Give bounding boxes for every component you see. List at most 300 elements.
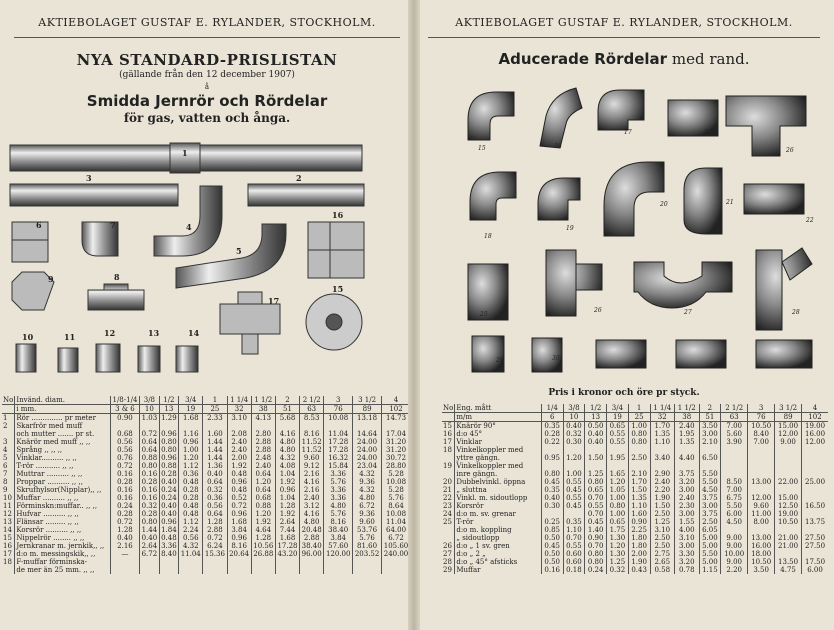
union-2 (676, 340, 726, 368)
price-cell: 3.75 (675, 470, 700, 478)
price-cell (748, 486, 775, 494)
price-cell: 0.48 (227, 486, 251, 494)
price-cell: 13.00 (748, 534, 775, 542)
size-inch-header: 2 (275, 396, 299, 405)
price-cell (775, 454, 802, 462)
size-inch-header: 3 1/2 (353, 396, 382, 405)
price-cell (179, 566, 203, 574)
price-cell: 2.50 (628, 454, 650, 462)
y-branch (634, 262, 732, 308)
price-cell: 13.75 (802, 518, 828, 526)
price-cell (227, 566, 251, 574)
table-row (442, 534, 828, 542)
price-cell: 1.92 (275, 510, 299, 518)
svg-text:5: 5 (236, 246, 242, 256)
price-cell: 1.35 (675, 438, 700, 446)
row-number (442, 454, 455, 462)
price-cell (607, 462, 629, 470)
table-row (2, 446, 410, 454)
price-cell: 2.48 (251, 454, 275, 462)
price-cell: 0.35 (563, 518, 585, 526)
size-inch-header: 3/8 (140, 396, 160, 405)
price-cell (721, 526, 748, 534)
price-list-title: NYA STANDARD-PRISLISTAN (76, 51, 338, 69)
size-mm-header: 51 (275, 405, 299, 414)
price-cell: 1.10 (563, 526, 585, 534)
price-cell: 0.48 (179, 478, 203, 486)
price-cell (585, 446, 607, 454)
price-cell: 1.00 (179, 446, 203, 454)
svg-text:16: 16 (554, 143, 562, 150)
price-cell: 5.00 (699, 542, 721, 550)
price-cell (275, 558, 299, 566)
price-cell: 0.40 (110, 534, 139, 542)
row-number: 15 (443, 422, 452, 430)
price-cell: 9.60 (353, 518, 382, 526)
price-cell (251, 566, 275, 574)
price-cell: 27.50 (802, 542, 828, 550)
price-cell (802, 550, 828, 558)
price-cell: 12.00 (802, 438, 828, 446)
price-cell (140, 422, 160, 430)
size-mm-header: 25 (628, 413, 650, 422)
row-item-name: d:o „ 45° afsticks (455, 558, 541, 566)
price-cell: 0.80 (161, 446, 177, 454)
table-row (442, 430, 828, 438)
price-cell: 0.16 (110, 486, 139, 494)
price-cell: 0.16 (541, 566, 563, 574)
price-cell (203, 422, 227, 430)
price-cell (382, 566, 410, 574)
price-cell (300, 558, 324, 566)
row-number: 23 (443, 502, 452, 510)
price-cell: 0.80 (585, 478, 607, 486)
price-cell: 1.04 (275, 470, 299, 478)
socket-pipe (10, 184, 178, 206)
svg-text:15: 15 (478, 145, 486, 152)
table-row (442, 454, 828, 462)
col-name-header: Invänd. diam. (15, 396, 110, 405)
price-cell: 2.24 (179, 526, 203, 534)
price-cell: 7.00 (748, 438, 775, 446)
price-cell (110, 422, 139, 430)
price-cell (748, 526, 775, 534)
row-item-name: Språng ,, ,, ,, (15, 446, 110, 454)
union-1 (596, 340, 646, 368)
price-cell (802, 486, 828, 494)
svg-text:16: 16 (332, 210, 344, 220)
row-item-name: och mutter ....... pr st. (15, 430, 110, 438)
price-cell: 0.78 (675, 566, 700, 574)
elbow-45 (540, 88, 582, 148)
row-number: 15 (3, 534, 12, 542)
row-item-name: d:o 45° (455, 430, 541, 438)
price-cell: 2.90 (650, 470, 675, 478)
price-cell: 0.70 (585, 510, 607, 518)
price-cell: 0.40 (141, 534, 158, 542)
price-cell: 0.96 (161, 454, 177, 462)
row-item-name: inre gängn. (455, 470, 541, 478)
price-list-subtitle: (gällande från den 12 december 1907) (119, 70, 295, 80)
size-mm-header: 38 (675, 413, 700, 422)
price-cell: 9.00 (721, 534, 748, 542)
price-cell: 0.28 (541, 430, 563, 438)
price-cell: 5.76 (324, 478, 353, 486)
price-cell: 6.75 (721, 494, 748, 502)
price-cell: 3.36 (161, 542, 177, 550)
price-cell: 1.20 (607, 542, 629, 550)
price-cell: 0.65 (585, 486, 607, 494)
table-row (2, 566, 410, 574)
price-cell: 13.18 (353, 414, 382, 423)
svg-text:19: 19 (566, 225, 574, 232)
price-cell: 2.25 (628, 526, 650, 534)
price-cell: 0.64 (141, 446, 158, 454)
price-cell: 0.45 (541, 542, 563, 550)
price-cell: 13.00 (748, 478, 775, 486)
price-cell: 2.88 (203, 526, 227, 534)
price-cell: 0.40 (203, 470, 227, 478)
price-cell: 10.56 (251, 542, 275, 550)
table-row (442, 542, 828, 550)
price-cell: 5.50 (699, 550, 721, 558)
table-row (442, 446, 828, 454)
price-cell: 0.64 (141, 438, 158, 446)
table-row (442, 478, 828, 486)
row-item-name: Muttrar .......... ,, ,, (15, 470, 110, 478)
price-cell: 1.92 (251, 518, 275, 526)
price-cell: 1.20 (563, 454, 585, 462)
price-cell: 0.56 (203, 502, 227, 510)
cross-fitting (308, 222, 364, 278)
price-cell: 5.28 (382, 470, 410, 478)
price-cell: 0.72 (110, 462, 139, 470)
price-cell: 19.00 (802, 422, 828, 431)
price-cell: 12.00 (775, 430, 802, 438)
price-cell: 15.00 (775, 422, 802, 431)
price-cell: 0.28 (179, 486, 203, 494)
price-cell: 0.65 (607, 422, 629, 431)
left-page (0, 0, 414, 630)
price-cell: 6.72 (353, 502, 382, 510)
row-item-name: d:o m. messingskik,, ,, (15, 550, 110, 558)
price-cell: 1.00 (607, 510, 629, 518)
price-cell: 0.22 (541, 438, 563, 446)
price-cell: 11.52 (300, 438, 324, 446)
price-cell: 10.50 (775, 518, 802, 526)
price-cell: 1.20 (251, 478, 275, 486)
price-cell (721, 446, 748, 454)
svg-text:21: 21 (726, 199, 734, 206)
price-cell: 0.36 (179, 470, 203, 478)
price-cell: 1.70 (650, 422, 675, 431)
price-cell: 0.16 (110, 494, 139, 502)
price-cell: 3.12 (300, 502, 324, 510)
price-cell (353, 422, 382, 430)
svg-text:24: 24 (704, 129, 712, 136)
table-row (2, 470, 410, 478)
size-inch-header: 1/2 (585, 404, 607, 413)
price-cell (324, 566, 353, 574)
price-cell: 1.50 (585, 454, 607, 462)
price-cell (203, 566, 227, 574)
price-cell (353, 566, 382, 574)
price-cell (775, 486, 802, 494)
price-cell: 9.60 (300, 454, 324, 462)
nipple (58, 348, 78, 372)
price-cell: 3.20 (675, 558, 700, 566)
row-number: 8 (3, 478, 8, 486)
row-item-name: Knärör med muff ,, ,, (15, 438, 110, 446)
price-cell: 1.00 (607, 494, 629, 502)
price-cell: 0.72 (110, 518, 139, 526)
svg-text:1: 1 (182, 148, 188, 158)
price-cell: 1.20 (179, 454, 203, 462)
size-inch-header: 1 (203, 396, 227, 405)
price-cell (324, 422, 353, 430)
size-inch-header: 3 1/2 (775, 404, 802, 413)
price-cell: 0.40 (585, 438, 607, 446)
price-cell: 7.00 (721, 422, 748, 431)
price-cell (650, 446, 675, 454)
table-row (442, 438, 828, 446)
price-cell (541, 510, 563, 518)
price-cell: 10.08 (382, 510, 410, 518)
price-cell (275, 422, 299, 430)
price-cell: 0.80 (585, 550, 607, 558)
row-number: 16 (443, 430, 452, 438)
size-mm-header: 10 (140, 405, 160, 414)
price-cell: 3.36 (324, 470, 353, 478)
price-cell: 31.20 (382, 438, 410, 446)
price-cell: 2.10 (699, 438, 721, 446)
row-item-name: Skrufhylsor(Nipplar),, ,, (15, 486, 110, 494)
price-cell: 2.40 (227, 438, 251, 446)
row-item-name: „ sidoutlopp (455, 534, 541, 542)
row-number: 24 (443, 510, 452, 518)
svg-text:17: 17 (268, 296, 280, 306)
price-cell (721, 470, 748, 478)
price-cell: 0.95 (541, 454, 563, 462)
cap (176, 346, 198, 372)
price-cell (607, 446, 629, 454)
right-running-header: AKTIEBOLAGET GUSTAF E. RYLANDER, STOCKHOLM. (455, 16, 793, 29)
price-cell (628, 462, 650, 470)
price-cell: 1.00 (628, 422, 650, 431)
svg-text:25: 25 (480, 311, 488, 318)
table-row (442, 558, 828, 566)
price-cell: 0.96 (227, 510, 251, 518)
price-cell: 240.00 (382, 550, 410, 558)
price-cell: 1.44 (203, 438, 227, 446)
price-cell: 1.68 (227, 518, 251, 526)
price-cell: 2.40 (675, 422, 700, 431)
price-cell: 1.36 (203, 462, 227, 470)
price-cell: 0.68 (110, 430, 139, 438)
price-cell: 5.00 (699, 558, 721, 566)
price-cell: 0.72 (141, 430, 158, 438)
price-cell: 53.76 (353, 526, 382, 534)
price-cell: 1.12 (179, 462, 203, 470)
row-item-name: de mer än 25 mm. ,, ,, (15, 566, 110, 574)
price-cell: 1.16 (179, 430, 203, 438)
price-cell: 3.50 (748, 566, 775, 574)
price-cell (563, 446, 585, 454)
price-cell: 11.04 (179, 550, 203, 558)
price-cell: 1.95 (607, 454, 629, 462)
price-cell: 0.58 (650, 566, 675, 574)
price-cell: 1.29 (161, 414, 177, 422)
a-word: å (204, 83, 210, 91)
svg-text:3: 3 (86, 173, 92, 183)
price-cell: 1.44 (203, 446, 227, 454)
price-cell: 11.52 (300, 446, 324, 454)
price-cell: 0.65 (607, 518, 629, 526)
price-cell: 0.24 (161, 486, 177, 494)
row-number: 20 (443, 478, 452, 486)
price-cell (675, 446, 700, 454)
price-cell (675, 462, 700, 470)
price-cell (802, 454, 828, 462)
price-cell: 5.60 (721, 430, 748, 438)
price-cell (300, 566, 324, 574)
price-cell: 1.80 (628, 534, 650, 542)
table-row (2, 486, 410, 494)
price-cell: 6.05 (699, 526, 721, 534)
price-cell: 0.48 (161, 534, 177, 542)
row-item-name: Förminskn:muffar.. ,, ,, (15, 502, 110, 510)
price-cell: 1.68 (275, 534, 299, 542)
svg-text:12: 12 (104, 328, 116, 338)
price-cell: 17.04 (382, 430, 410, 438)
price-cell: 0.35 (541, 486, 563, 494)
price-cell: 1.00 (563, 470, 585, 478)
double-branch-tee (726, 96, 806, 156)
price-cell: 27.50 (802, 534, 828, 542)
price-cell: 0.90 (110, 414, 139, 423)
price-cell (748, 454, 775, 462)
price-cell: 0.18 (563, 566, 585, 574)
price-cell: 81.60 (353, 542, 382, 550)
price-cell: 0.88 (161, 462, 177, 470)
size-inch-header: 3/4 (179, 396, 203, 405)
price-cell: 21.00 (775, 542, 802, 550)
size-mm-header: 102 (802, 413, 828, 422)
price-cell: 3.84 (324, 534, 353, 542)
price-cell: 0.88 (141, 454, 158, 462)
price-cell: 0.40 (161, 502, 177, 510)
price-cell (721, 462, 748, 470)
price-cell: 0.32 (607, 566, 629, 574)
price-cell: 0.80 (141, 518, 158, 526)
price-cell: 25.00 (802, 478, 828, 486)
coupling-pipe (248, 184, 364, 206)
col-name-header: Eng. mått (455, 404, 541, 413)
price-cell: 8.00 (748, 518, 775, 526)
price-cell: 0.64 (251, 470, 275, 478)
row-item-name: T-rör (455, 518, 541, 526)
price-cell: 28.80 (382, 462, 410, 470)
size-mm-header: 25 (203, 405, 227, 414)
row-number: 29 (443, 566, 452, 574)
pipe-fittings-illustration (0, 0, 414, 390)
price-cell (382, 422, 410, 430)
table-row (2, 422, 410, 430)
row-item-name: „ sluttna (455, 486, 541, 494)
price-cell: 6.24 (203, 542, 227, 550)
size-inch-header: 1/2 (159, 396, 179, 405)
price-cell: 1.10 (628, 502, 650, 510)
price-cell: 1.44 (141, 526, 158, 534)
price-cell: 0.80 (628, 430, 650, 438)
price-cell: 7.44 (275, 526, 299, 534)
price-cell: 96.00 (300, 550, 324, 558)
price-cell: 4.16 (300, 478, 324, 486)
price-cell: 2.20 (721, 566, 748, 574)
price-cell (251, 558, 275, 566)
price-cell: 0.40 (161, 478, 177, 486)
price-cell: 8.53 (300, 414, 324, 423)
price-cell: 0.35 (541, 422, 563, 431)
price-cell: 1.04 (275, 494, 299, 502)
col-mm-header: m/m (455, 413, 541, 422)
price-cell: 0.96 (179, 438, 203, 446)
price-cell: 9.12 (300, 462, 324, 470)
size-mm-header: 51 (699, 413, 721, 422)
price-cell: 0.48 (179, 502, 203, 510)
price-cell: 2.40 (300, 494, 324, 502)
angle-union-outer (470, 172, 516, 220)
col-no-header: No (3, 396, 14, 404)
price-cell: 0.43 (628, 566, 650, 574)
price-cell: 0.40 (161, 510, 177, 518)
table-row (442, 510, 828, 518)
price-cell: 0.48 (179, 510, 203, 518)
row-item-name: yttre gängn. (455, 454, 541, 462)
price-cell (382, 558, 410, 566)
size-mm-header: 63 (300, 405, 324, 414)
price-cell: 0.28 (179, 494, 203, 502)
price-cell (585, 462, 607, 470)
row-number: 13 (3, 518, 12, 526)
price-cell (563, 462, 585, 470)
row-item-name: Vinkelkoppler med (455, 446, 541, 454)
row-item-name: Vinkelkoppler med (455, 462, 541, 470)
row-number: 22 (443, 494, 452, 502)
row-item-name: Rör .............. pr meter (15, 414, 110, 423)
price-cell: 0.24 (585, 566, 607, 574)
col-no-blank (442, 413, 455, 422)
size-inch-header: 1 1/2 (675, 404, 700, 413)
price-cell: 4.16 (275, 430, 299, 438)
price-cell: 1.90 (628, 558, 650, 566)
row-item-name: d:o m. koppling (455, 526, 541, 534)
price-cell: 3.10 (650, 526, 675, 534)
price-cell: 0.80 (141, 462, 158, 470)
table-row (442, 526, 828, 534)
table-row (2, 542, 410, 550)
price-cell: 1.50 (628, 486, 650, 494)
price-cell: 1.28 (275, 502, 299, 510)
price-cell: 0.50 (541, 558, 563, 566)
price-cell: 17.28 (275, 542, 299, 550)
row-item-name: Dubbelvinkl. öppna (455, 478, 541, 486)
table-row (2, 526, 410, 534)
size-mm-header: 10 (563, 413, 585, 422)
price-cell: 11.00 (748, 510, 775, 518)
price-cell: 0.28 (161, 470, 177, 478)
svg-text:2: 2 (296, 173, 302, 183)
